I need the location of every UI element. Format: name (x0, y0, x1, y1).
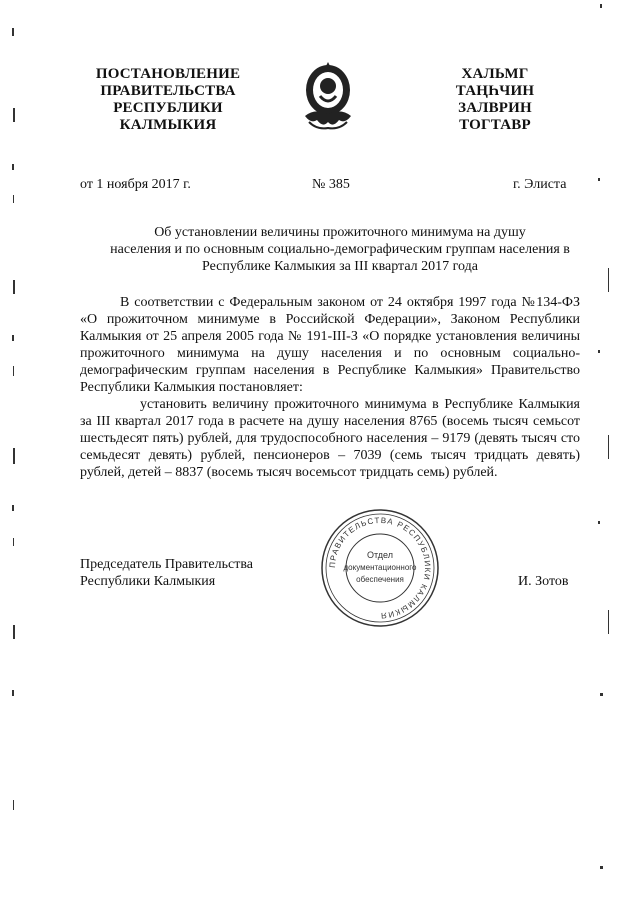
stamp-center-line3: обеспечения (356, 575, 404, 584)
header-right-line: ЗАЛВРИН (458, 100, 532, 116)
scan-mark (600, 866, 603, 869)
header-left-line: РЕСПУБЛИКИ (113, 100, 223, 116)
scan-mark (608, 435, 609, 459)
scan-mark (13, 448, 15, 464)
document-body (80, 294, 580, 481)
scan-mark (13, 625, 15, 639)
coat-of-arms-emblem (297, 56, 359, 136)
scan-mark (13, 800, 14, 810)
document-date: от 1 ноября 2017 г. (80, 177, 191, 192)
scan-mark (12, 505, 14, 511)
scan-mark (12, 28, 14, 36)
signature-position (80, 556, 253, 590)
title-line: населения и по основным социально-демографическим группам населения в (110, 242, 570, 257)
header-left-line: ПОСТАНОВЛЕНИЕ (95, 66, 241, 82)
official-stamp (318, 506, 442, 630)
scan-mark (598, 350, 600, 353)
document-city: г. Элиста (513, 177, 567, 192)
signature-position-line1: Председатель Правительства (80, 557, 253, 572)
body-paragraph-resolution: установить величину прожиточного минимума в Республике Калмыкия за III квартал 2017 года в расчете на душу населения 8765 (восемь тысяч семьсот шестьдесят пять) рублей, для трудоспособного населения – 9179 (девять тысяч сто семьдесят девять) рублей, пенсионеров – 7039 (семь тысяч тридцать девять) рублей, детей – 8837 (восемь тысяч восемьсот тридцать семь) рублей. (80, 397, 580, 480)
header-right-line: ХАЛЬМГ (461, 66, 529, 82)
scan-mark (598, 521, 600, 524)
body-paragraph-preamble: В соответствии с Федеральным законом от 24 октября 1997 года №134-ФЗ «О прожиточном минимуме в Российской Федерации», Законом Республики Калмыкия от 25 апреля 2005 года № 191-III-З «О порядке установления величины прожиточного минимума на душу населения и по основным социально-демографическим группам населения в Республике Калмыкия» Правительство Республики Калмыкия постановляет: (80, 295, 580, 395)
stamp-center-line2: документационного (343, 563, 417, 572)
document-title (110, 224, 570, 275)
scan-mark (12, 690, 14, 696)
document-number: № 385 (312, 177, 350, 192)
signatory-name: И. Зотов (518, 574, 569, 589)
title-line: Республике Калмыкия за III квартал 2017 года (201, 259, 478, 274)
header-left (78, 66, 258, 134)
scan-mark (608, 610, 609, 634)
scan-mark (13, 280, 15, 294)
header-left-line: ПРАВИТЕЛЬСТВА (100, 83, 236, 99)
scan-mark (600, 693, 603, 696)
scan-mark (13, 108, 15, 122)
scan-mark (12, 164, 14, 170)
scan-mark (598, 178, 600, 181)
stamp-center-line1: Отдел (366, 550, 394, 560)
scan-mark (12, 335, 14, 341)
scan-mark (13, 366, 14, 376)
scan-mark (608, 268, 609, 292)
header-right (400, 66, 590, 134)
header-left-line: КАЛМЫКИЯ (119, 117, 217, 133)
stamp-ring-text: ПРАВИТЕЛЬСТВА РЕСПУБЛИКИ КАЛМЫКИЯ (327, 515, 433, 621)
signature-position-line2: Республики Калмыкия (80, 574, 216, 589)
scan-mark (13, 538, 14, 546)
scan-mark (13, 195, 14, 203)
header-right-line: ТОГТАВР (459, 117, 531, 133)
title-line: Об установлении величины прожиточного минимума на душу (154, 225, 526, 240)
header-right-line: ТАҢҺЧИН (455, 83, 535, 99)
scan-mark (600, 4, 602, 8)
